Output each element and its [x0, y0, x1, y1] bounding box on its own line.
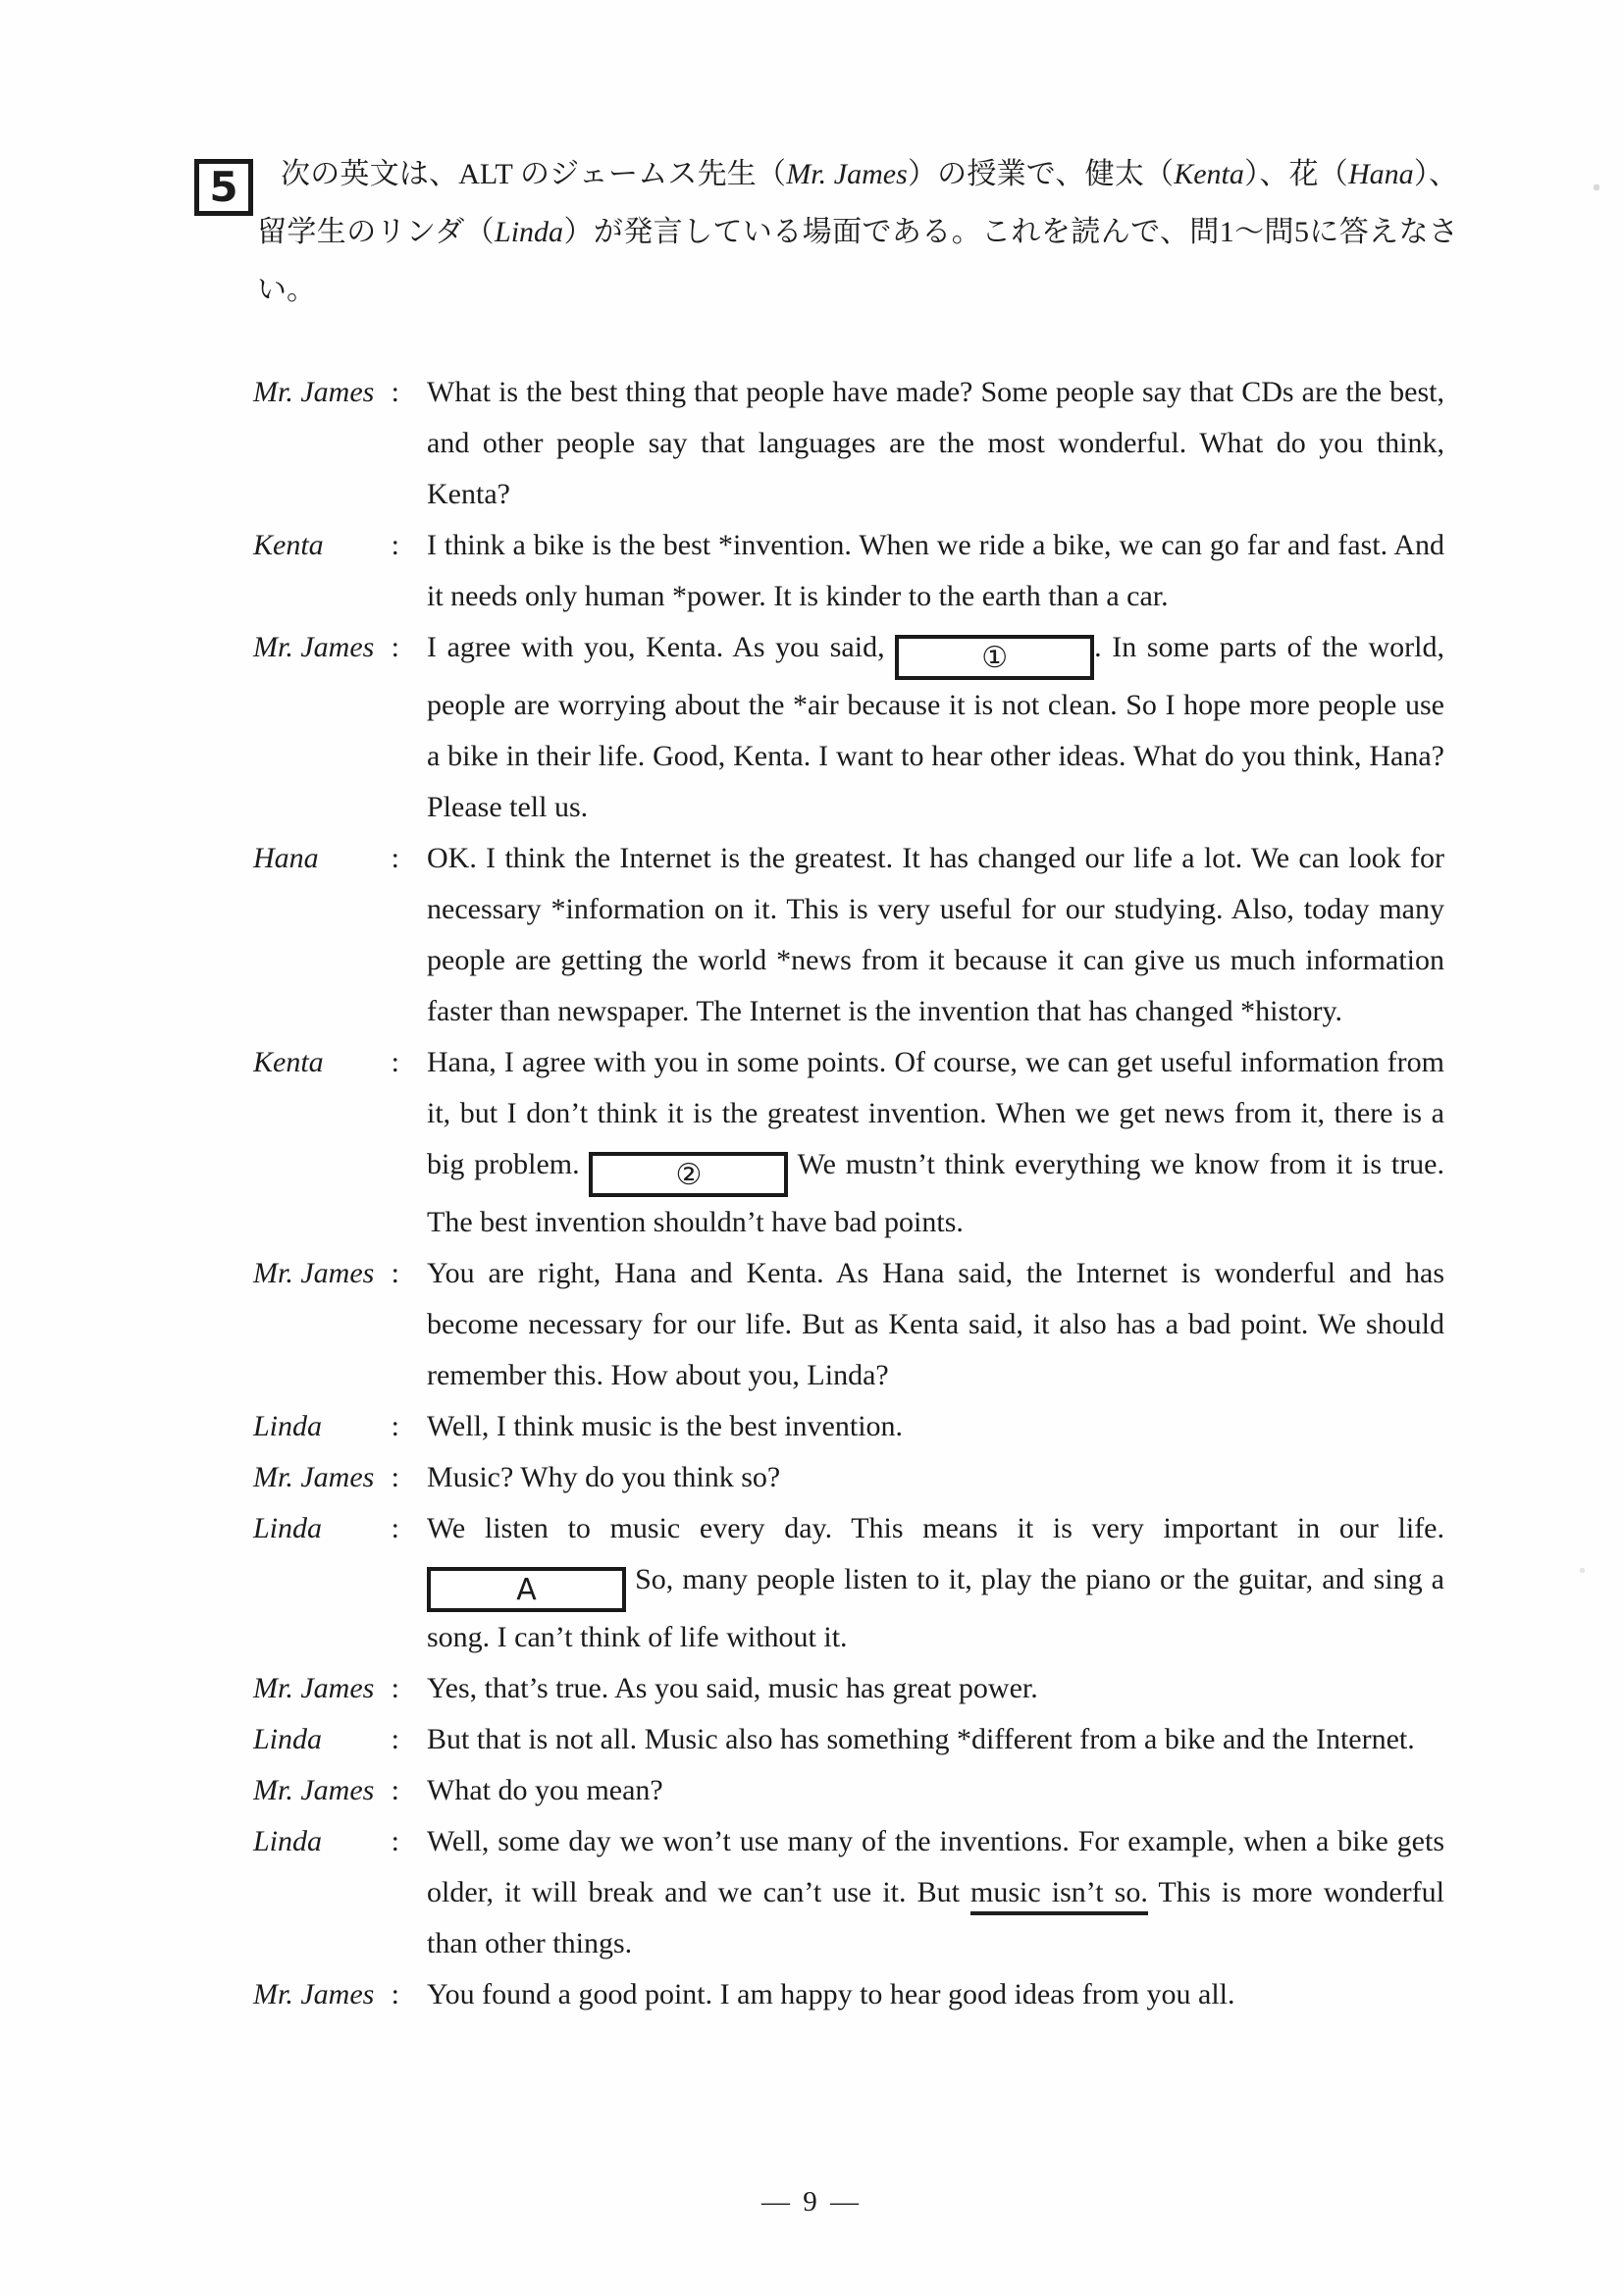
- text-run: We listen to music every day. This means it is very important in our life.: [427, 1512, 1444, 1544]
- speaker-colon: :: [391, 1774, 399, 1806]
- intro-paragraph: [257, 145, 1458, 319]
- text-run: Music? Why do you think so?: [427, 1461, 781, 1493]
- speech-text: [427, 1714, 1444, 1765]
- speaker-label: Linda: [253, 1410, 323, 1442]
- text-run: I agree with you, Kenta. As you said,: [427, 631, 896, 663]
- speech-text: [427, 1401, 1444, 1452]
- text-run: You found a good point. I am happy to hear good ideas from you all.: [427, 1978, 1235, 2010]
- text-run: I think a bike is the best *invention. When we ride a bike, we can go far and fast. And it needs only human *power. It is kinder to the earth than a car.: [427, 529, 1444, 612]
- text-run: Yes, that’s true. As you said, music has great power.: [427, 1672, 1038, 1704]
- speaker-colon: :: [391, 1257, 399, 1289]
- speaker-cell: [253, 1248, 399, 1299]
- speaker-cell: [253, 1037, 399, 1088]
- text-run: ）、留学生のリンダ（: [257, 158, 1459, 248]
- speech-text: [427, 833, 1444, 1037]
- speech-text: [427, 1663, 1444, 1714]
- speaker-cell: [253, 1765, 399, 1816]
- text-run: 次の英文は、ALT のジェームス先生（: [281, 158, 787, 190]
- text-run: Hana, I agree with you in some points. Of course, we can get useful information from it, but I don’t think it is the greatest invention. When we get news from it, there is a big problem.: [427, 1046, 1444, 1180]
- speaker-label: Hana: [253, 842, 319, 874]
- speaker-cell: [253, 1714, 399, 1765]
- text-run: We mustn’t think everything we know from it is true. The best invention shouldn’t have bad points.: [427, 1148, 1444, 1238]
- blank-box-1: ①: [895, 635, 1094, 680]
- text-run: But that is not all. Music also has something *different from a bike and the Internet.: [427, 1723, 1415, 1755]
- speech-text: [427, 367, 1444, 520]
- speech-text: [427, 520, 1444, 622]
- speech-text: [427, 1037, 1444, 1248]
- speaker-colon: :: [391, 529, 399, 561]
- speaker-colon: :: [391, 376, 399, 408]
- speaker-label: Mr. James: [253, 631, 375, 663]
- text-run: What do you mean?: [427, 1774, 663, 1806]
- text-run: You are right, Hana and Kenta. As Hana said, the Internet is wonderful and has become necessary for our life. But as Kenta said, it also has a bad point. We should remember this. How about you, Linda?: [427, 1257, 1444, 1391]
- speech-text: [427, 1452, 1444, 1503]
- speech-text: [427, 1969, 1444, 2020]
- speaker-cell: [253, 1452, 399, 1503]
- text-run: ）、花（: [1243, 158, 1348, 190]
- dialogue-turn: [253, 1452, 1444, 1503]
- text-run: . In some parts of the world, people are worrying about the *air because it is not clean. So I hope more people use a bike in their life. Good, Kenta. I want to hear other ideas. What do you think, Hana? Please tell us.: [427, 631, 1445, 823]
- speaker-label: Linda: [253, 1825, 323, 1857]
- intro-latin-name: Linda: [495, 216, 564, 248]
- speech-text: [427, 1248, 1444, 1401]
- dialogue-turn: [253, 1969, 1444, 2020]
- dialogue-turn: [253, 520, 1444, 622]
- speech-text: [427, 1765, 1444, 1816]
- speaker-colon: :: [391, 1461, 399, 1493]
- speaker-label: Linda: [253, 1512, 323, 1544]
- dialogue-turn: [253, 367, 1444, 520]
- dialogue-turn: [253, 1401, 1444, 1452]
- speaker-cell: [253, 1816, 399, 1867]
- speaker-cell: [253, 367, 399, 418]
- speaker-label: Mr. James: [253, 1461, 375, 1493]
- scan-speck: [1594, 184, 1599, 190]
- speaker-cell: [253, 1503, 399, 1554]
- text-run: ）の授業で、健太（: [907, 158, 1175, 190]
- speaker-label: Mr. James: [253, 1672, 375, 1704]
- speaker-colon: :: [391, 1723, 399, 1755]
- intro-latin-name: Kenta: [1174, 158, 1244, 190]
- speaker-label: Linda: [253, 1723, 323, 1755]
- dialogue-turn: [253, 1248, 1444, 1401]
- speaker-colon: :: [391, 631, 399, 663]
- speech-text: [427, 1816, 1444, 1969]
- speaker-cell: [253, 1969, 399, 2020]
- speaker-colon: :: [391, 842, 399, 874]
- text-run: Well, some day we won’t use many of the inventions. For example, when a bike gets older, it will break and we can’t use it. But: [427, 1825, 1444, 1908]
- text-run: OK. I think the Internet is the greatest. It has changed our life a lot. We can look for necessary *information on it. This is very useful for our studying. Also, today many people are getting the world *news from it because it can give us much information faster than newspaper. The Internet is the invention that has changed *history.: [427, 842, 1444, 1027]
- text-run: ）が発言している場面である。これを読んで、問1～問5に答えなさい。: [257, 216, 1458, 306]
- dialogue-turn: [253, 833, 1444, 1037]
- scan-speck: [1580, 1568, 1585, 1573]
- speaker-colon: :: [391, 1672, 399, 1704]
- page-number: — 9 —: [761, 2186, 862, 2218]
- intro-latin-name: Mr. James: [786, 158, 908, 190]
- page-footer: [0, 2186, 1623, 2218]
- dialogue-turn: [253, 1765, 1444, 1816]
- question-number: 5: [209, 163, 238, 211]
- text-run: What is the best thing that people have made? Some people say that CDs are the best, and other people say that languages are the most wonderful. What do you think, Kenta?: [427, 376, 1444, 510]
- speaker-label: Kenta: [253, 1046, 324, 1078]
- speaker-colon: :: [391, 1978, 399, 2010]
- text-run: So, many people listen to it, play the piano or the guitar, and sing a song. I can’t think of life without it.: [427, 1563, 1444, 1653]
- speech-text: [427, 622, 1444, 833]
- dialogue-turn: [253, 1503, 1444, 1663]
- speech-text: [427, 1503, 1444, 1663]
- speaker-cell: [253, 833, 399, 884]
- question-number-box: [194, 159, 253, 216]
- dialogue-turn: [253, 1714, 1444, 1765]
- speaker-cell: [253, 622, 399, 673]
- speaker-cell: [253, 1401, 399, 1452]
- text-run: This is more wonderful than other things.: [427, 1876, 1444, 1959]
- speaker-label: Mr. James: [253, 376, 375, 408]
- speaker-colon: :: [391, 1410, 399, 1442]
- speaker-label: Mr. James: [253, 1978, 375, 2010]
- intro-latin-name: Hana: [1347, 158, 1414, 190]
- blank-box-A: A: [427, 1567, 626, 1612]
- speaker-colon: :: [391, 1825, 399, 1857]
- speaker-colon: :: [391, 1512, 399, 1544]
- blank-box-2: ②: [589, 1152, 788, 1197]
- dialogue-turn: [253, 622, 1444, 833]
- dialogue-turn: [253, 1037, 1444, 1248]
- speaker-label: Kenta: [253, 529, 324, 561]
- dialogue-turn: [253, 1816, 1444, 1969]
- speaker-cell: [253, 1663, 399, 1714]
- dialogue-transcript: [253, 367, 1444, 2020]
- speaker-label: Mr. James: [253, 1774, 375, 1806]
- speaker-colon: :: [391, 1046, 399, 1078]
- speaker-label: Mr. James: [253, 1257, 375, 1289]
- dialogue-turn: [253, 1663, 1444, 1714]
- speaker-cell: [253, 520, 399, 571]
- text-run: Well, I think music is the best invention.: [427, 1410, 904, 1442]
- underlined-phrase: music isn’t so.: [970, 1876, 1148, 1915]
